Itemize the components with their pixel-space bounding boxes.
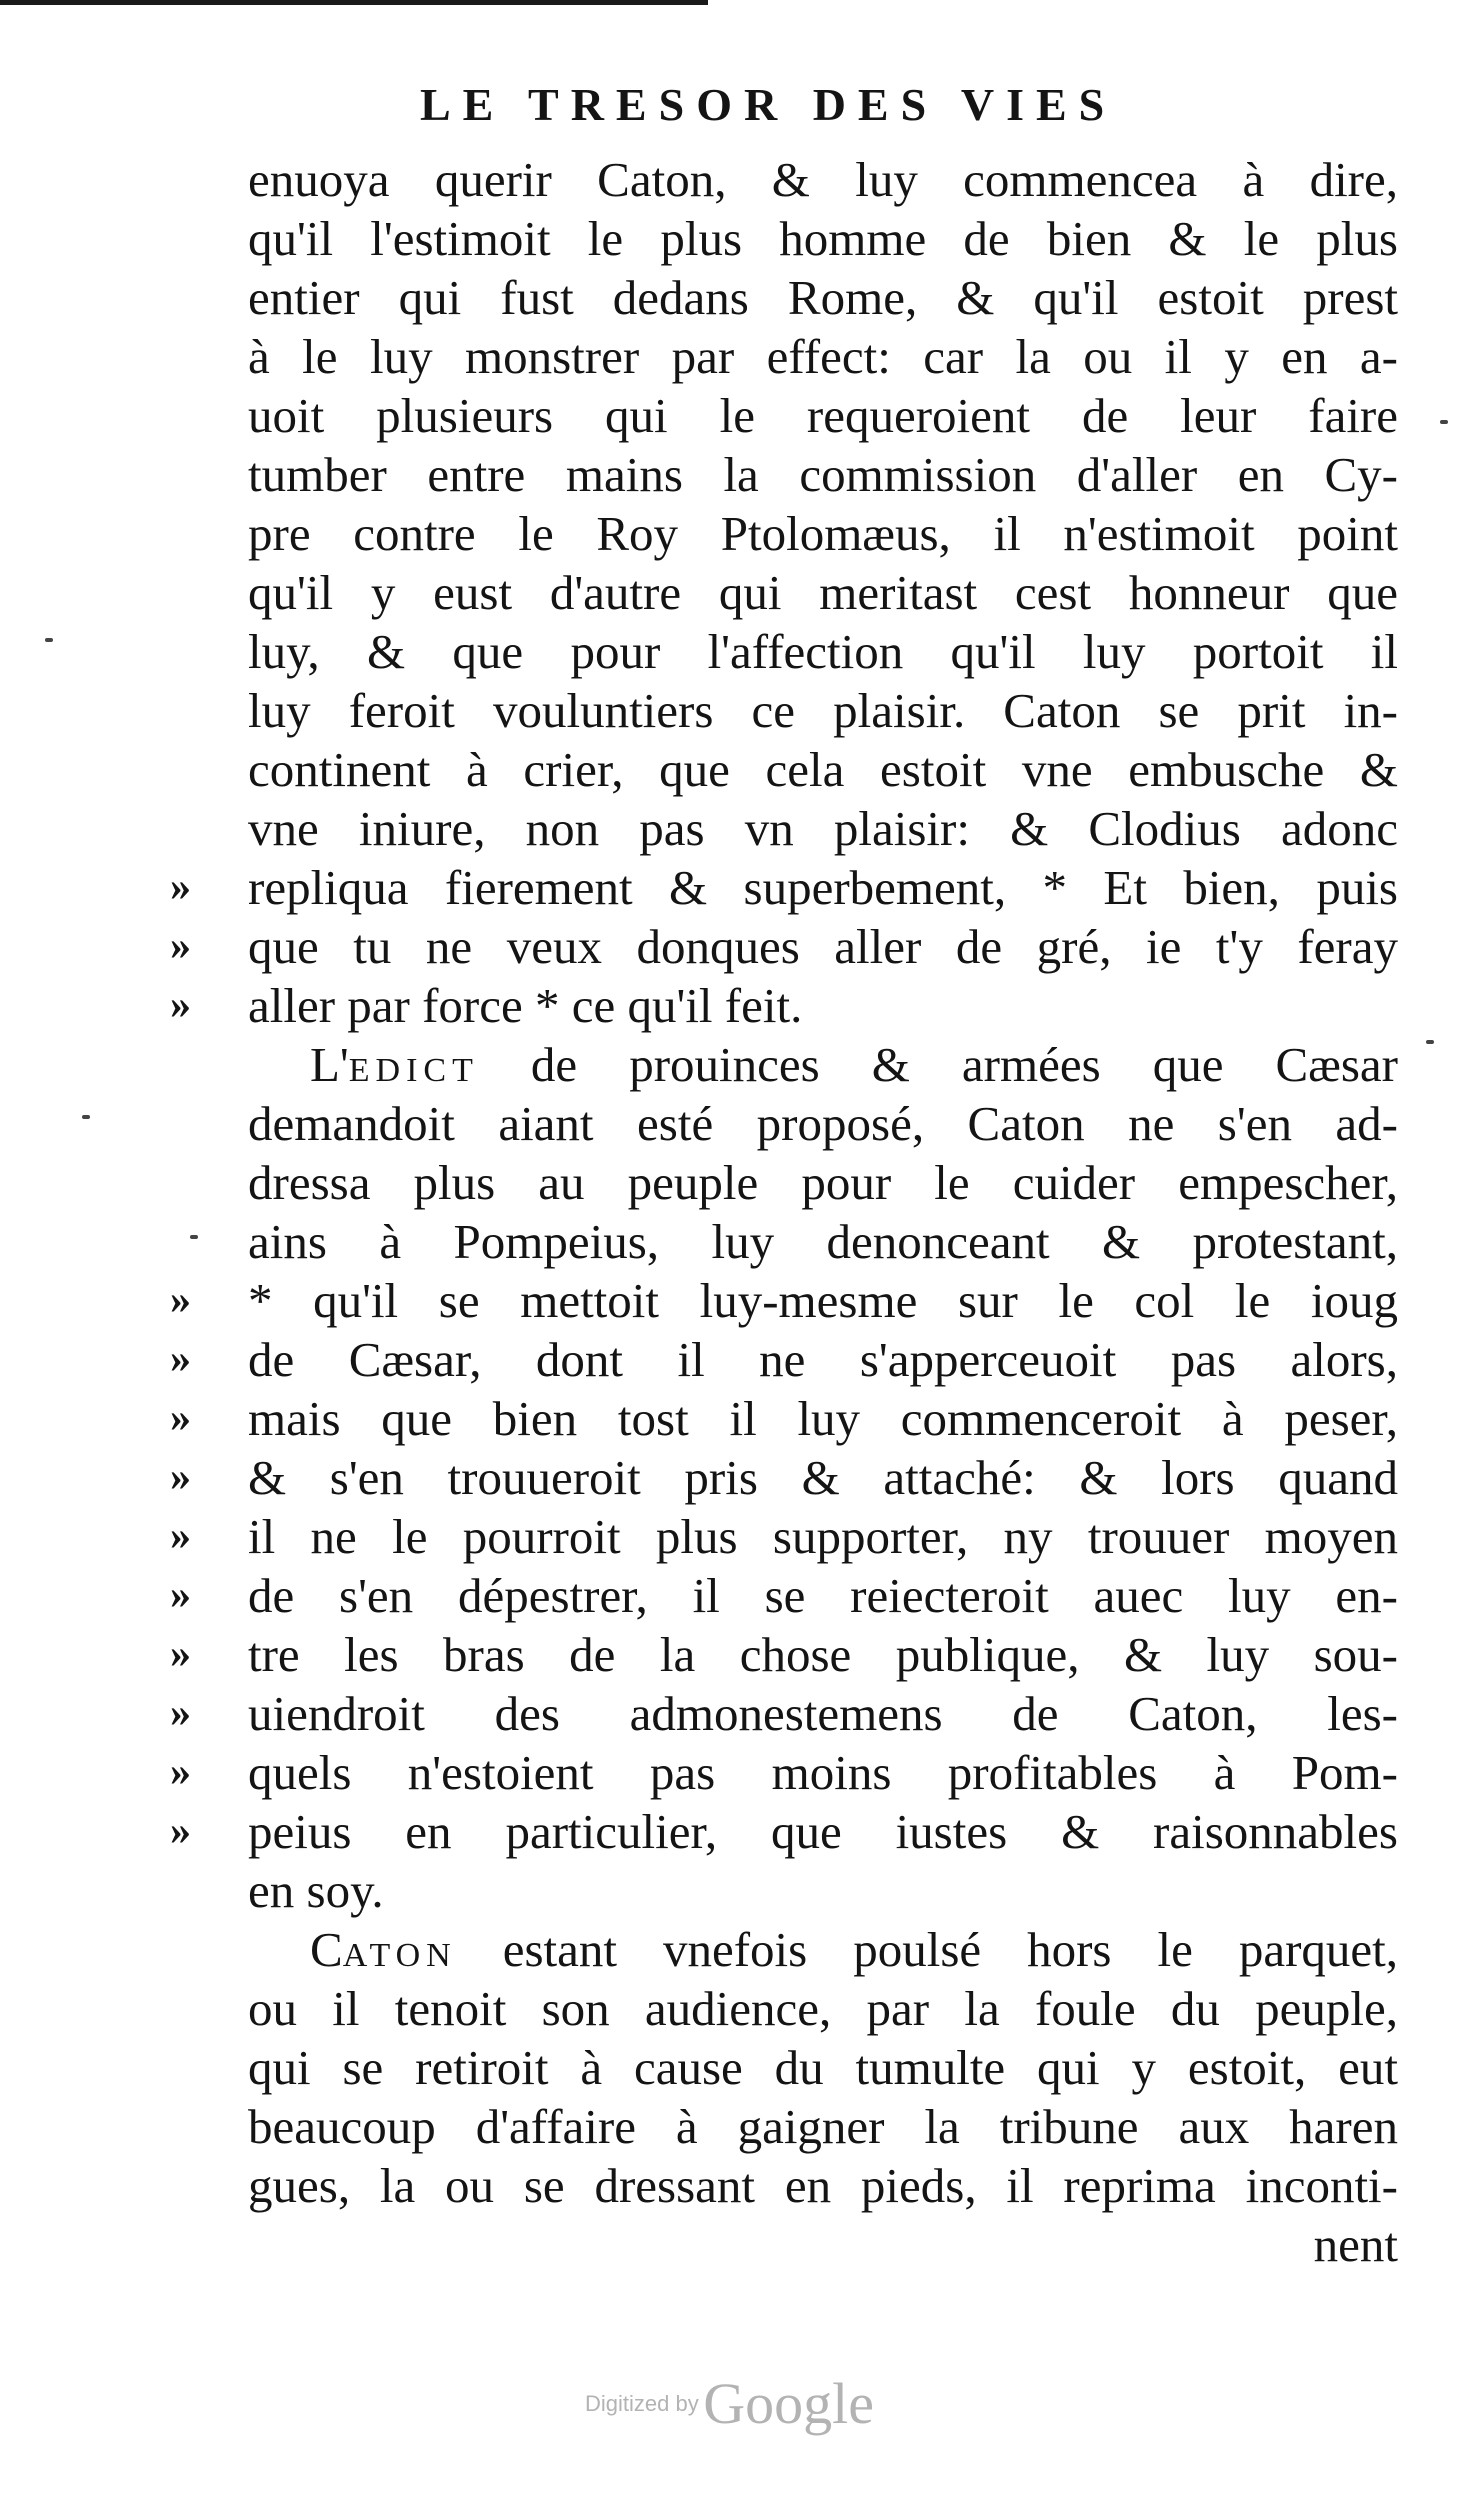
paragraph-start-line: Caton estant vnefois poulsé hors le parquet, bbox=[310, 1922, 1398, 1977]
text-line: qu'il y eust d'autre qui meritast cest honneur que bbox=[248, 565, 1398, 620]
quote-mark: » bbox=[170, 1690, 191, 1736]
text-line: de s'en dépestrer, il se reiecteroit auec luy en- bbox=[248, 1568, 1398, 1623]
text-line: enuoya querir Caton, & luy commencea à dire, bbox=[248, 152, 1398, 207]
quote-mark: » bbox=[170, 923, 191, 969]
quote-mark: » bbox=[170, 1336, 191, 1382]
body-text bbox=[248, 150, 1398, 2274]
text-line: beaucoup d'affaire à gaigner la tribune aux haren bbox=[248, 2099, 1398, 2154]
text-line: il ne le pourroit plus supporter, ny trouuer moyen bbox=[248, 1509, 1398, 1564]
text-line: uiendroit des admonestemens de Caton, les- bbox=[248, 1686, 1398, 1741]
text-line: qu'il l'estimoit le plus homme de bien & le plus bbox=[248, 211, 1398, 266]
paragraph-start-line: L'edict de prouinces & armées que Cæsar bbox=[310, 1037, 1398, 1092]
text-line: & s'en trouueroit pris & attaché: & lors quand bbox=[248, 1450, 1398, 1505]
quote-mark: » bbox=[170, 1749, 191, 1795]
text-line: luy, & que pour l'affection qu'il luy portoit il bbox=[248, 624, 1398, 679]
digitized-watermark bbox=[0, 2370, 1459, 2437]
text-line: en soy. bbox=[248, 1863, 384, 1918]
text-line: pre contre le Roy Ptolomæus, il n'estimoit point bbox=[248, 506, 1398, 561]
ink-speck bbox=[1426, 1040, 1434, 1044]
quote-mark: » bbox=[170, 1572, 191, 1618]
quote-mark: » bbox=[170, 1513, 191, 1559]
text-line: à le luy monstrer par effect: car la ou il y en a- bbox=[248, 329, 1398, 384]
quote-mark: » bbox=[170, 982, 191, 1028]
running-head: LE TRESOR DES VIES bbox=[420, 79, 1117, 130]
text-line: de Cæsar, dont il ne s'apperceuoit pas alors, bbox=[248, 1332, 1398, 1387]
text-line: ains à Pompeius, luy denonceant & protestant, bbox=[248, 1214, 1398, 1269]
quote-mark: » bbox=[170, 864, 191, 910]
text-line: uoit plusieurs qui le requeroient de leur faire bbox=[248, 388, 1398, 443]
text-line: quels n'estoient pas moins profitables à Pom- bbox=[248, 1745, 1398, 1800]
google-logo: Google bbox=[703, 2371, 874, 2436]
text-line: mais que bien tost il luy commenceroit à peser, bbox=[248, 1391, 1398, 1446]
quote-mark: » bbox=[170, 1454, 191, 1500]
text-line: luy feroit vouluntiers ce plaisir. Caton se prit in- bbox=[248, 683, 1398, 738]
ink-speck bbox=[190, 1235, 198, 1239]
quote-mark: » bbox=[170, 1395, 191, 1441]
ink-speck bbox=[1440, 420, 1448, 424]
text-line: tre les bras de la chose publique, & luy sou- bbox=[248, 1627, 1398, 1682]
watermark-prefix: Digitized by bbox=[585, 2391, 699, 2416]
text-line: tumber entre mains la commission d'aller en Cy- bbox=[248, 447, 1398, 502]
text-line: repliqua fierement & superbement, * Et bien, puis bbox=[248, 860, 1398, 915]
text-line: gues, la ou se dressant en pieds, il reprima inconti- bbox=[248, 2158, 1398, 2213]
text-line: aller par force * ce qu'il feit. bbox=[248, 978, 803, 1033]
text-line: peius en particulier, que iustes & raisonnables bbox=[248, 1804, 1398, 1859]
text-line: qui se retiroit à cause du tumulte qui y estoit, eut bbox=[248, 2040, 1398, 2095]
quote-mark: » bbox=[170, 1631, 191, 1677]
text-line: continent à crier, que cela estoit vne embusche & bbox=[248, 742, 1398, 797]
ink-speck bbox=[82, 1115, 90, 1119]
top-rule bbox=[0, 0, 708, 5]
text-line: que tu ne veux donques aller de gré, ie t'y feray bbox=[248, 919, 1398, 974]
quote-mark: » bbox=[170, 1808, 191, 1854]
text-line: vne iniure, non pas vn plaisir: & Clodius adonc bbox=[248, 801, 1398, 856]
text-line: dressa plus au peuple pour le cuider empescher, bbox=[248, 1155, 1398, 1210]
text-line: * qu'il se mettoit luy-mesme sur le col le ioug bbox=[248, 1273, 1398, 1328]
ink-speck bbox=[45, 638, 53, 642]
text-line: demandoit aiant esté proposé, Caton ne s'en ad- bbox=[248, 1096, 1398, 1151]
text-line: entier qui fust dedans Rome, & qu'il estoit prest bbox=[248, 270, 1398, 325]
catchword: nent bbox=[1313, 2217, 1398, 2272]
quote-mark: » bbox=[170, 1277, 191, 1323]
text-line: ou il tenoit son audience, par la foule du peuple, bbox=[248, 1981, 1398, 2036]
